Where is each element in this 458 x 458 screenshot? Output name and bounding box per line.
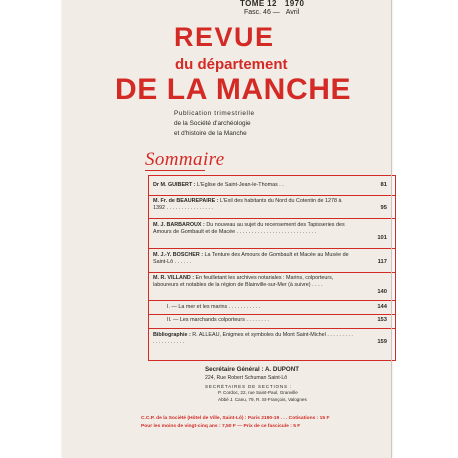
entry-page: 101 (377, 235, 387, 241)
entry-title: II. — Les marchands colporteurs . . . . . . . . (167, 317, 269, 323)
entry-author: Bibliographie : (153, 332, 191, 338)
entry-title: La Tenture des Amours de Gombault et Macée au Musée de Saint-Lô . . . . . . (153, 252, 349, 265)
entry-page: 159 (377, 339, 387, 345)
title-department: du département (175, 56, 288, 73)
subtitle-line-1: Publication trimestrielle (174, 110, 255, 117)
contents-divider (149, 314, 395, 315)
entry-author: M. J.-Y. BOSCHER : (153, 252, 204, 258)
issue-month: Avril (285, 9, 300, 16)
entry-title: Du nouveau au sujet du recensement des Tapisseries des Amours de Gombault et de Macée . . . . . . . . . . . . . . . . . . . . . . . . . . . (153, 222, 345, 235)
entry-author: Dr M. GUIBERT : (153, 182, 196, 188)
entry-title: R. ALLEAU, Enigmes et symboles du Mont Saint-Michel . . . . . . . . . . . . . . . . . . . . (153, 332, 353, 345)
secretary-label: Secrétaire Général : A. DUPONT (205, 366, 299, 373)
entry-page: 117 (377, 259, 387, 265)
entry-author: M. R. VILLAND : (153, 275, 195, 281)
entry-page: 144 (377, 304, 387, 310)
subtitle-line-2: de la Société d'archéologie (174, 120, 251, 127)
issue-label (244, 9, 299, 16)
section-secretary-1: P. Cordoc, 22, rue Saint-Paul, Granville (218, 390, 298, 395)
page-edge (391, 0, 392, 458)
entry-page: 153 (377, 317, 387, 323)
contents-divider (149, 300, 395, 301)
contents-divider (149, 195, 395, 196)
tome-number: TOME 12 (240, 0, 277, 8)
footer-line-2: Pour les moins de vingt-cinq ans : 7,50 F — Prix de ce fascicule : 5 F (141, 424, 301, 429)
entry-author: M. Fr. de BEAUREPAIRE : (153, 198, 219, 204)
entry-title: L'Exil des habitants du Nord du Cotentin de 1278 à 1392 . . . . . . . . . . . . . . . . (153, 198, 342, 211)
tome-year: 1970 (284, 0, 305, 8)
title-revue: REVUE (174, 22, 275, 52)
issue-dash: — (270, 9, 282, 16)
contents-divider (149, 248, 395, 249)
entry-title: En feuilletant les archives notariales : Marins, colporteurs, laboureurs et notables de la région de Blainville-sur-Mer (à suivre) . . . . (153, 275, 334, 288)
contents-divider (149, 328, 395, 329)
secretary-address: 224, Rue Robert Schuman Saint-Lô (205, 375, 288, 381)
contents-heading: Sommaire (145, 149, 225, 170)
cover-page (62, 0, 392, 458)
entry-title: I. — La mer et les marins . . . . . . . . . . . (167, 304, 261, 310)
section-secretaries-label: SECRÉTAIRES DE SECTIONS : (205, 384, 293, 389)
contents-box (148, 175, 396, 361)
entry-page: 95 (380, 205, 387, 211)
issue-number: Fasc. 46 (244, 9, 271, 16)
volume-label (240, 0, 304, 8)
contents-divider (149, 218, 395, 219)
entry-author: M. J. BARBAROUX : (153, 222, 205, 228)
entry-page: 140 (377, 289, 387, 295)
subtitle-line-3: et d'histoire de la Manche (174, 130, 247, 137)
title-manche: DE LA MANCHE (115, 73, 352, 106)
contents-divider (149, 272, 395, 273)
footer-line-1: C.C.P. de la Société (Hôtel de Ville, Saint-Lô) : Paris 2190-19 . . . Cotisations : 15 F (141, 416, 330, 421)
entry-title: L'Eglise de Saint-Jean-le-Thomas . . (197, 182, 284, 188)
contents-heading-underline (145, 170, 205, 171)
entry-page: 81 (380, 182, 387, 188)
section-secretary-2: Abbé J. Canu, 79, R. St-François, Valognes (218, 397, 307, 402)
